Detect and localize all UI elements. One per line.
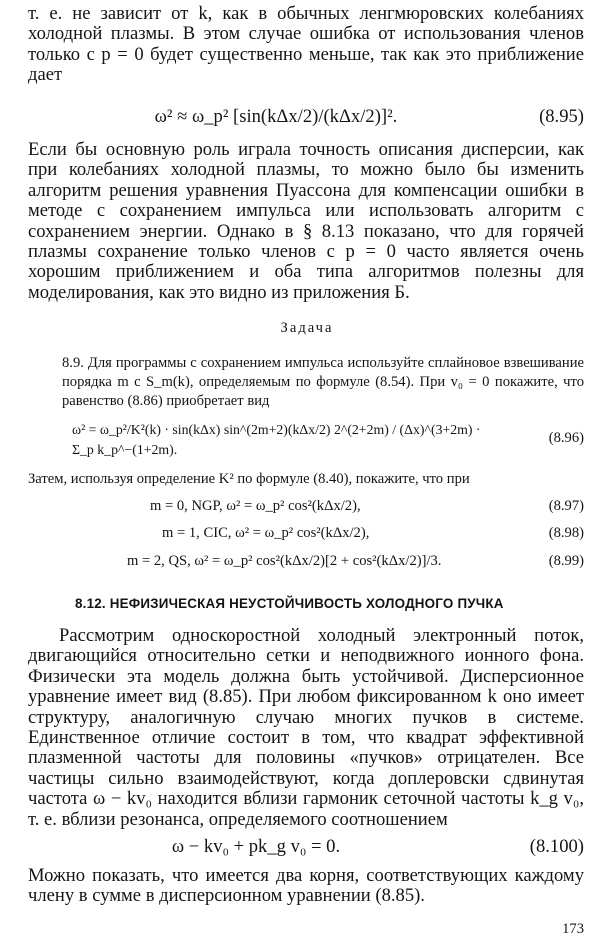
equation-8-97-formula: m = 0, NGP, ω² = ω_p² cos²(kΔx/2), bbox=[150, 498, 361, 514]
paragraph-1-text: т. е. не зависит от k, как в обычных ленгмюровских колебаниях холодной плазмы. В этом случае ошибка от использования членов только с p = 0 будет существенно меньше, так как это приближение дает bbox=[28, 3, 584, 86]
equation-8-96-formula: ω² = ω_p²/K²(k) · sin(kΔx) sin^(2m+2)(kΔx/2) 2^(2+2m) / (Δx)^(3+2m) · Σ_p k_p^−(1+2m). bbox=[72, 422, 481, 457]
equation-8-96-number: (8.96) bbox=[548, 430, 584, 446]
equation-8-100-formula: ω − kv₀ + pk_g v₀ = 0. bbox=[171, 836, 341, 857]
equation-8-99-number: (8.99) bbox=[548, 553, 584, 569]
task-heading: Задача bbox=[280, 320, 334, 336]
paragraph-4-text: Можно показать, что имеется два корня, соответствующих каждому члену в сумме в дисперсионном уравнении (8.85). bbox=[28, 865, 584, 907]
paragraph-4 bbox=[28, 866, 584, 907]
paragraph-3-text: Рассмотрим односкоростной холодный электронный поток, двигающийся относительно сетки и неподвижного ионного фона. Физически эта модель должна быть устойчивой. Дисперсионное уравнение имеет вид (8.85). При любом фиксированном k оно имеет структуру, аналогичную случаю многих пучков в системе. Единственное отличие состоит в том, что квадрат эффективной плазменной частоты для половины «пучков» отрицателен. Все частицы сильно взаимодействуют, когда доплеровски сдвинутая частота ω − kv₀ находится вблизи гармоник сеточной частоты k_g v₀, т. е. вблизи резонанса, определяемого соотношением bbox=[28, 625, 584, 830]
equation-8-97 bbox=[62, 498, 584, 518]
equation-8-98-number: (8.98) bbox=[548, 525, 584, 541]
equation-8-95-number: (8.95) bbox=[539, 106, 584, 127]
equation-8-98-formula: m = 1, CIC, ω² = ω_p² cos²(kΔx/2), bbox=[162, 525, 370, 541]
paragraph-3 bbox=[28, 626, 584, 830]
paragraph-then bbox=[28, 470, 584, 489]
equation-8-96 bbox=[62, 420, 584, 464]
problem-8-9 bbox=[62, 354, 584, 411]
equation-8-100-number: (8.100) bbox=[529, 836, 584, 857]
equation-8-98 bbox=[62, 525, 584, 545]
problem-8-9-text: 8.9. Для программы с сохранением импульса используйте сплайновое взвешивание порядка m с S_m(k), определяемым по формуле (8.54). При v₀ = 0 покажите, что равенство (8.86) приобретает вид bbox=[62, 355, 584, 409]
equation-8-95-formula: ω² ≈ ω_p² [sin(kΔx/2)/(kΔx/2)]². bbox=[154, 106, 398, 127]
equation-8-95 bbox=[28, 106, 584, 130]
equation-8-97-number: (8.97) bbox=[548, 498, 584, 514]
page-number: 173 bbox=[562, 921, 584, 937]
equation-8-99 bbox=[62, 553, 584, 573]
equation-8-99-formula: m = 2, QS, ω² = ω_p² cos²(kΔx/2)[2 + cos²(kΔx/2)]/3. bbox=[127, 553, 442, 569]
paragraph-2 bbox=[28, 140, 584, 303]
paragraph-2-text: Если бы основную роль играла точность описания дисперсии, как при колебаниях холодной плазмы, то можно было бы изменить алгоритм решения уравнения Пуассона для компенсации ошибки в методе с сохранением импульса или использовать алгоритм с сохранением энергии. Однако в § 8.13 показано, что для горячей плазмы сохранение только членов с p = 0 часто является очень хорошим приближением и оба типа алгоритмов полезны для моделирования, как это видно из приложения Б. bbox=[28, 139, 584, 303]
paragraph-then-text: Затем, используя определение K² по формуле (8.40), покажите, что при bbox=[28, 471, 470, 487]
equation-8-100 bbox=[28, 836, 584, 860]
section-title: 8.12. НЕФИЗИЧЕСКАЯ НЕУСТОЙЧИВОСТЬ ХОЛОДНОГО ПУЧКА bbox=[75, 596, 504, 611]
paragraph-1 bbox=[28, 4, 584, 86]
